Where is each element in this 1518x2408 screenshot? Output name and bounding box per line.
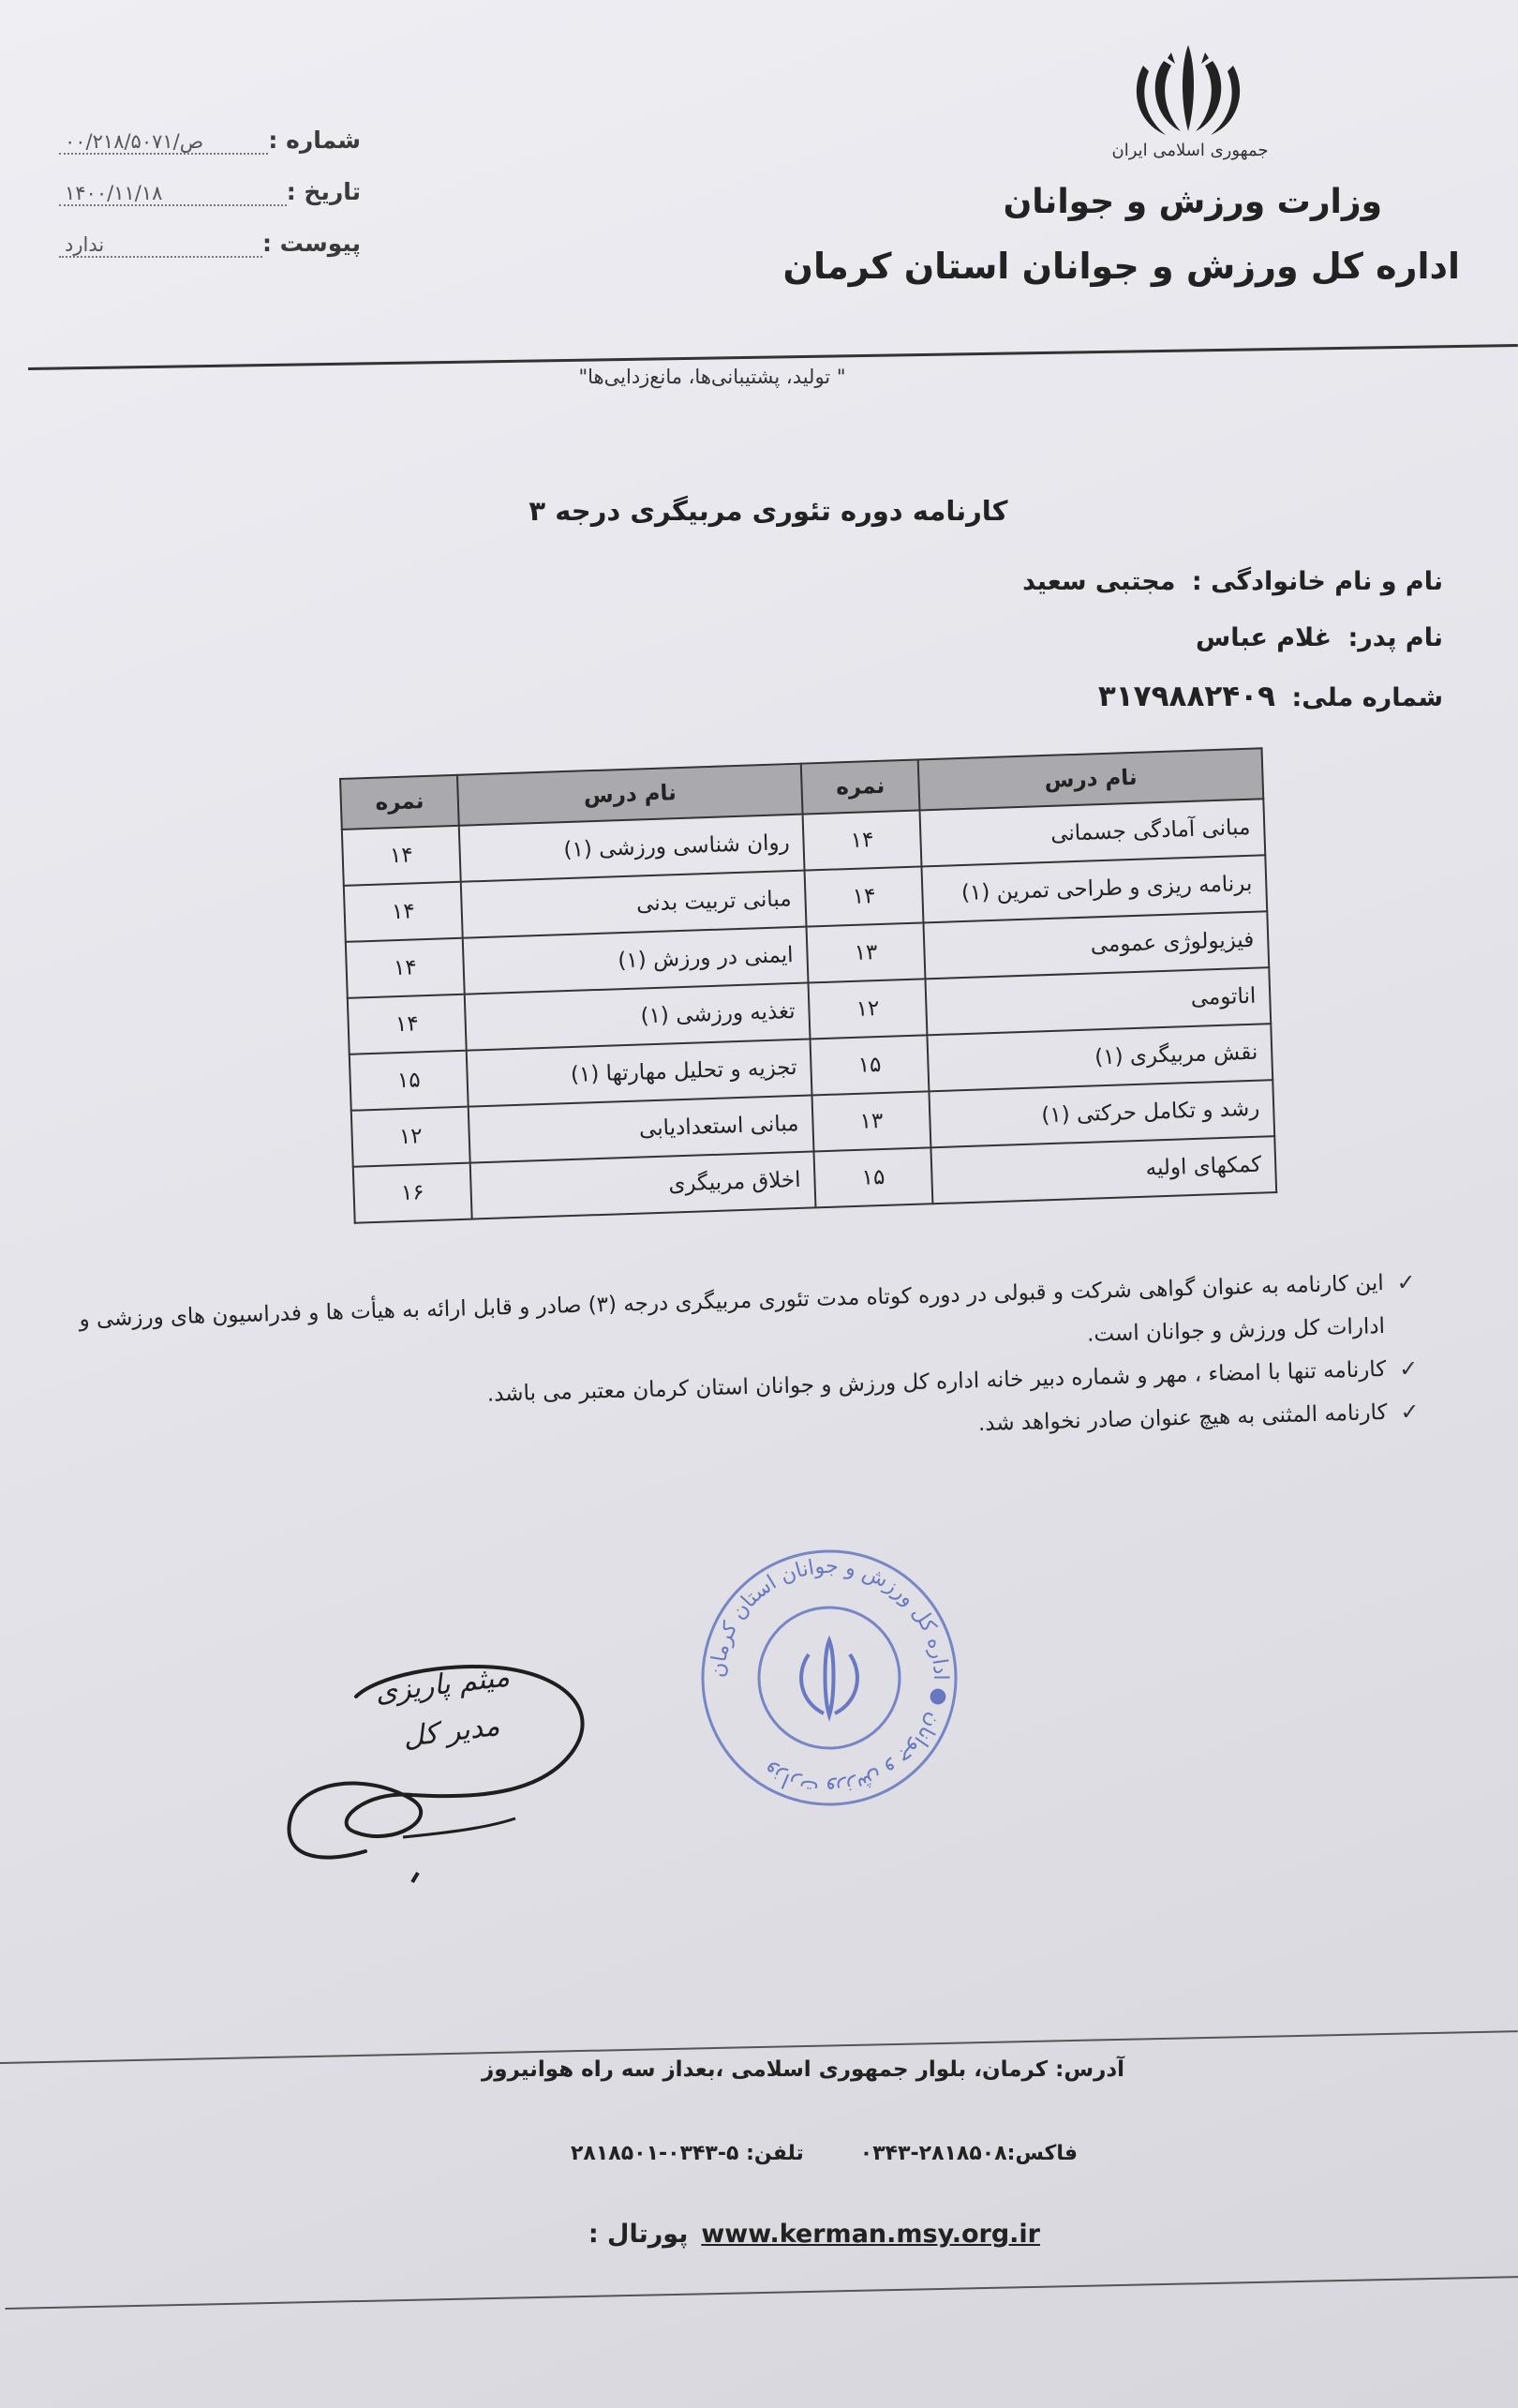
check-icon: ✓ [1398, 1354, 1419, 1383]
footer-contacts [571, 2142, 1078, 2165]
iran-emblem-icon [1123, 37, 1254, 141]
signer-title: مدیر کل [401, 1709, 502, 1755]
letter-date-label: تاریخ : [286, 178, 361, 205]
course-grade: ۱۳ [807, 922, 926, 982]
course-name: برنامه ریزی و طراحی تمرین (۱) [922, 855, 1268, 922]
course-grade: ۱۴ [805, 866, 924, 926]
check-icon: ✓ [1400, 1398, 1420, 1426]
signer-name: میثم پاریزی [373, 1660, 512, 1710]
document-title: کارنامه دوره تئوری مربیگری درجه ۳ [528, 495, 1008, 527]
letter-number-label: شماره : [268, 127, 361, 154]
course-grade: ۱۶ [353, 1163, 472, 1223]
letter-date-row [42, 178, 361, 206]
portal-label: پورتال : [588, 2220, 689, 2249]
attachment-row [42, 230, 361, 258]
slogan: " تولید، پشتیبانی‌ها، مانع‌زدایی‌ها" [578, 366, 846, 388]
course-name: اخلاق مربیگری [470, 1151, 816, 1219]
course-grade: ۱۴ [344, 882, 463, 942]
ministry-name: وزارت ورزش و جوانان [1003, 183, 1382, 221]
course-grade: ۱۵ [814, 1147, 933, 1207]
national-id-label: شماره ملی: [1291, 683, 1443, 712]
course-name: نقش مربیگری (۱) [928, 1024, 1273, 1091]
footer-portal [588, 2220, 1040, 2249]
course-name: روان شناسی ورزشی (۱) [459, 815, 805, 882]
footer-phone: تلفن: ۵-۰۳۴۳-۲۸۱۸۵۰۱ [571, 2142, 804, 2165]
stamp-text: وزارت ورزش و جوانان ● اداره کل ورزش و جوانان استان کرمان [706, 1554, 953, 1802]
grade-header: نمره [801, 760, 920, 815]
course-name: مبانی آمادگی جسمانی [920, 799, 1266, 866]
course-grade: ۱۴ [348, 995, 467, 1054]
grades-table [339, 747, 1277, 1223]
letter-number-value: ۰۰/۲۱۸/ص/۵۰۷۱ [59, 130, 268, 155]
father-name-field [1196, 623, 1443, 652]
course-header: نام درس [918, 748, 1263, 810]
course-grade: ۱۴ [803, 810, 922, 870]
note-text: کارنامه المثنی به هیچ عنوان صادر نخواهد شد. [977, 1399, 1388, 1437]
note-text: کارنامه تنها با امضاء ، مهر و شماره دبیر خانه اداره کل ورزش و جوانان استان کرمان معتبر می باشد. [486, 1356, 1387, 1407]
emblem-caption: جمهوری اسلامی ایران [1111, 141, 1269, 160]
full-name-value: مجتبی سعید [1022, 567, 1176, 596]
footer-address: آدرس: کرمان، بلوار جمهوری اسلامی ،بعداز سه راه هوانیروز [482, 2057, 1124, 2082]
letter-date-value: ۱۴۰۰/۱۱/۱۸ [59, 182, 287, 206]
father-name-value: غلام عباس [1196, 623, 1332, 652]
official-stamp-icon [689, 1537, 970, 1818]
portal-link[interactable]: www.kerman.msy.org.ir [701, 2220, 1040, 2249]
course-name: ایمنی در ورزش (۱) [463, 927, 809, 995]
full-name-label: نام و نام خانوادگی : [1191, 567, 1443, 596]
svg-text:وزارت ورزش و جوانان ● اداره کل [707, 1555, 952, 1801]
course-grade: ۱۳ [812, 1091, 931, 1151]
footer-fax: فاکس:۲۸۱۸۵۰۸-۰۳۴۳ [859, 2142, 1078, 2165]
national-id-field [1098, 680, 1443, 713]
course-grade: ۱۲ [809, 979, 928, 1039]
attachment-label: پیوست : [261, 230, 361, 257]
course-name: مبانی استعدادیابی [469, 1095, 814, 1162]
attachment-value: ندارد [59, 233, 262, 258]
letter-number-row [42, 127, 361, 155]
course-header: نام درس [457, 764, 802, 826]
course-name: کمکهای اولیه [931, 1136, 1277, 1204]
grade-header: نمره [340, 775, 459, 830]
full-name-field [1022, 567, 1443, 596]
note-text: این کارنامه به عنوان گواهی شرکت و قبولی در دوره کوتاه مدت تئوری مربیگری درجه (۳) صادر و قابل ارائه به هیأت ها و فدراسیون های ورزشی و ادارات کل ورزش و جوانان است. [79, 1270, 1386, 1347]
course-grade: ۱۴ [346, 938, 465, 998]
course-grade: ۱۵ [811, 1035, 930, 1095]
course-name: تجزیه و تحلیل مهارتها (۱) [467, 1039, 812, 1106]
course-name: تغذیه ورزشی (۱) [465, 983, 811, 1051]
course-name: مبانی تربیت بدنی [461, 871, 807, 938]
course-name: رشد و تکامل حرکتی (۱) [930, 1080, 1275, 1147]
notes-list [67, 1261, 1421, 1471]
national-id-value: ۳۱۷۹۸۸۲۴۰۹ [1097, 680, 1276, 713]
father-name-label: نام پدر: [1347, 623, 1443, 652]
course-grade: ۱۴ [342, 826, 461, 886]
course-grade: ۱۲ [351, 1107, 470, 1167]
directorate-name: اداره کل ورزش و جوانان استان کرمان [782, 246, 1460, 287]
course-name: فیزیولوژی عمومی [924, 911, 1270, 979]
course-name: اناتومی [926, 967, 1272, 1035]
course-grade: ۱۵ [350, 1051, 469, 1111]
check-icon: ✓ [1396, 1268, 1417, 1296]
